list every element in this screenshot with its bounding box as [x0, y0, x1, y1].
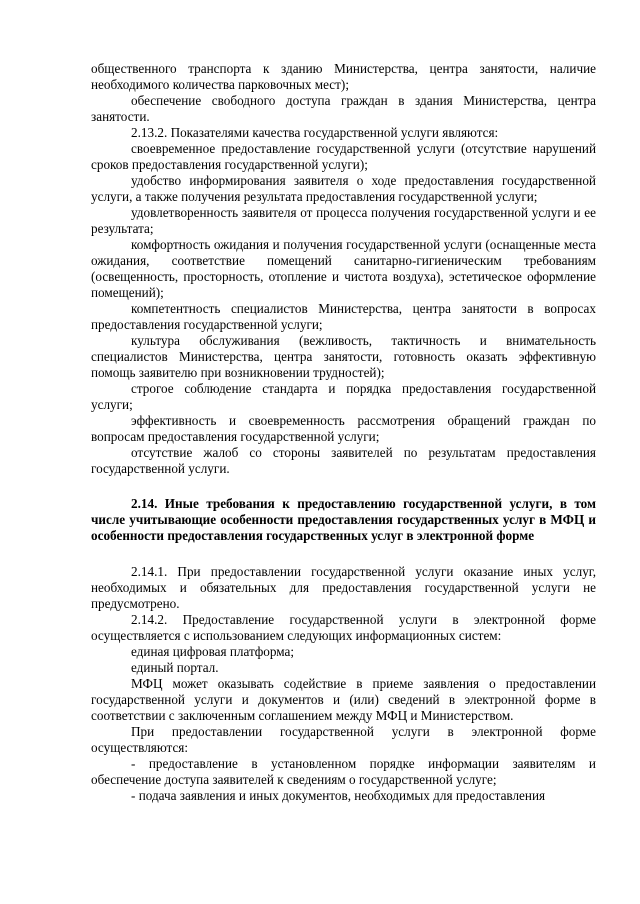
paragraph: - предоставление в установленном порядке информации заявителям и обеспечение доступа заявителей к сведениям о государственной услуге;	[91, 756, 596, 787]
section-heading: 2.14. Иные требования к предоставлению государственной услуги, в том числе учитывающие особенности предоставления государственных услуг в МФЦ и особенности предоставления государственных услуг в электронной форме	[91, 496, 596, 543]
paragraph: эффективность и своевременность рассмотрения обращений граждан по вопросам предоставления государственной услуги;	[91, 413, 596, 444]
paragraph: удовлетворенность заявителя от процесса получения государственной услуги и ее результата;	[91, 205, 596, 236]
paragraph: культура обслуживания (вежливость, тактичность и внимательность специалистов Министерства, центра занятости, готовность оказать эффективную помощь заявителю при возникновении трудностей);	[91, 333, 596, 380]
paragraph: строгое соблюдение стандарта и порядка предоставления государственной услуги;	[91, 381, 596, 412]
document-body	[91, 61, 596, 804]
paragraph: удобство информирования заявителя о ходе предоставления государственной услуги, а также получения результата предоставления государственной услуги;	[91, 173, 596, 204]
paragraph: комфортность ожидания и получения государственной услуги (оснащенные места ожидания, соответствие помещений санитарно-гигиеническим требованиям (освещенность, просторность, отопление и чистота воздуха), эстетическое оформление помещений);	[91, 237, 596, 300]
paragraph: МФЦ может оказывать содействие в приеме заявления о предоставлении государственной услуги и документов и (или) сведений в электронной форме в соответствии с заключенным соглашением между МФЦ и Министерством.	[91, 676, 596, 723]
paragraph: единый портал.	[131, 660, 219, 675]
paragraph: обеспечение свободного доступа граждан в здания Министерства, центра занятости.	[91, 93, 596, 124]
paragraph: единая цифровая платформа;	[131, 644, 295, 659]
paragraph: общественного транспорта к зданию Министерства, центра занятости, наличие необходимого количества парковочных мест);	[91, 61, 596, 92]
paragraph: компетентность специалистов Министерства, центра занятости в вопросах предоставления государственной услуги;	[91, 301, 596, 332]
paragraph: - подача заявления и иных документов, необходимых для предоставления	[131, 788, 546, 803]
paragraph: своевременное предоставление государственной услуги (отсутствие нарушений сроков предоставления государственной услуги);	[91, 141, 596, 172]
paragraph: 2.14.1. При предоставлении государственной услуги оказание иных услуг, необходимых и обязательных для предоставления государственной услуги не предусмотрено.	[91, 564, 596, 611]
paragraph: При предоставлении государственной услуги в электронной форме осуществляются:	[91, 724, 596, 755]
paragraph: 2.13.2. Показателями качества государственной услуги являются:	[131, 125, 499, 140]
paragraph: 2.14.2. Предоставление государственной услуги в электронной форме осуществляется с использованием следующих информационных систем:	[91, 612, 596, 643]
paragraph: отсутствие жалоб со стороны заявителей по результатам предоставления государственной услуги.	[91, 445, 596, 476]
